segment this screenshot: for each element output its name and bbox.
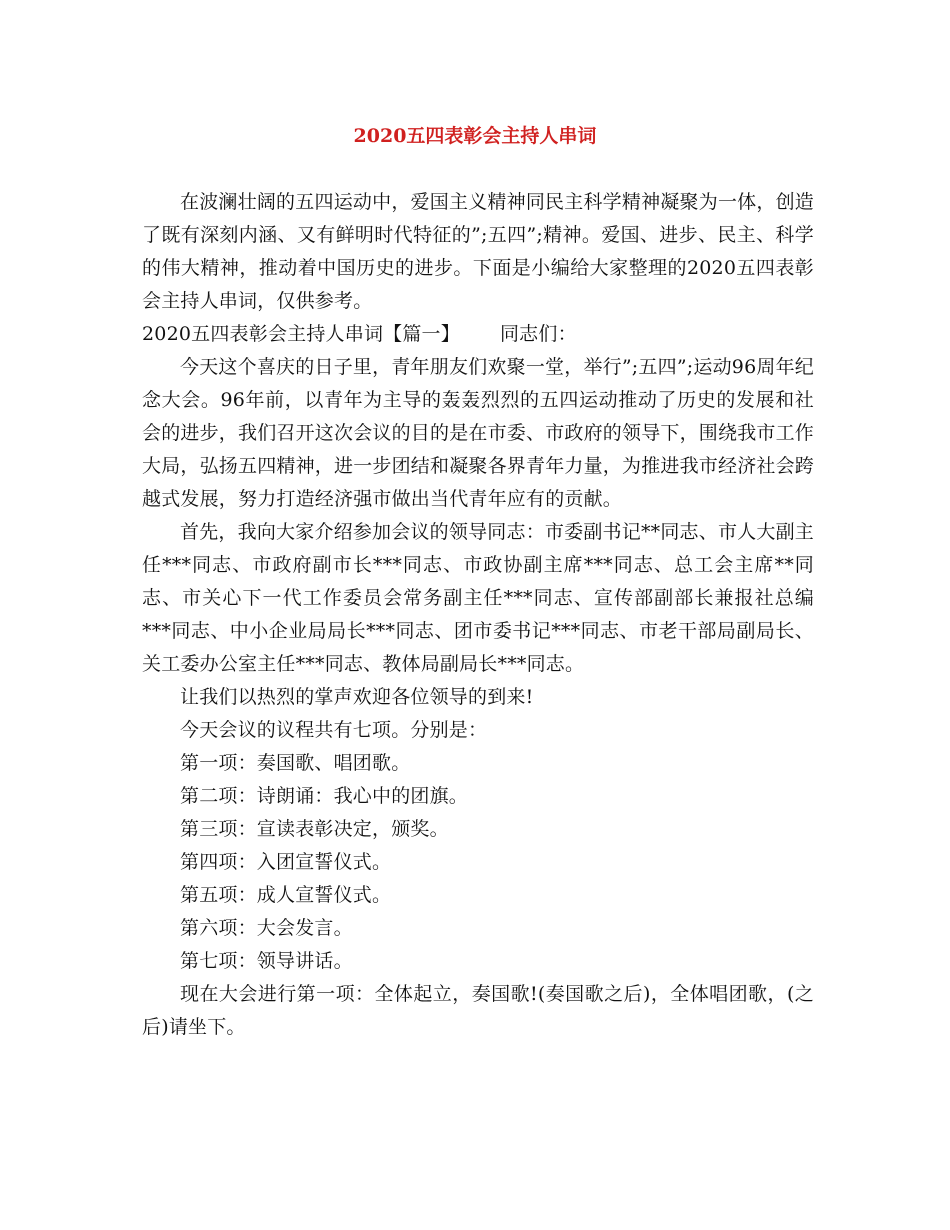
greeting: 同志们： <box>499 323 577 345</box>
body-paragraph: 现在大会进行第一项：全体起立，奏国歌!(奏国歌之后)，全体唱团歌，(之后)请坐下。 <box>142 983 814 1038</box>
document-body <box>142 186 814 1044</box>
agenda-item: 第一项：奏国歌、唱团歌。 <box>180 752 411 774</box>
agenda-item: 第二项：诗朗诵：我心中的团旗。 <box>180 785 469 807</box>
agenda-item: 第五项：成人宣誓仪式。 <box>180 884 392 906</box>
section-heading-line <box>142 318 814 351</box>
agenda-item: 第七项：领导讲话。 <box>180 950 353 972</box>
agenda-item: 第四项：入团宣誓仪式。 <box>180 851 392 873</box>
body-paragraph: 今天会议的议程共有七项。分别是： <box>180 719 488 741</box>
section-heading: 2020五四表彰会主持人串词【篇一】 <box>142 323 460 345</box>
agenda-item: 第三项：宣读表彰决定，颁奖。 <box>180 818 449 840</box>
document-title: 2020五四表彰会主持人串词 <box>353 125 597 147</box>
body-paragraph: 今天这个喜庆的日子里，青年朋友们欢聚一堂，举行”;五四”;运动96周年纪念大会。96年前，以青年为主导的轰轰烈烈的五四运动推动了历史的发展和社会的进步，我们召开这次会议的目的是在市委、市政府的领导下，围绕我市工作大局，弘扬五四精神，进一步团结和凝聚各界青年力量，为推进我市经济社会跨越式发展，努力打造经济强市做出当代青年应有的贡献。 <box>142 356 815 510</box>
body-paragraph: 首先，我向大家介绍参加会议的领导同志：市委副书记**同志、市人大副主任***同志、市政府副市长***同志、市政协副主席***同志、总工会主席**同志、市关心下一代工作委员会常务副主任***同志、宣传部副部长兼报社总编***同志、中小企业局局长***同志、团市委书记***同志、市老干部局副局长、关工委办公室主任***同志、教体局副局长***同志。 <box>142 521 814 675</box>
body-paragraph: 让我们以热烈的掌声欢迎各位领导的到来! <box>180 686 534 708</box>
intro-paragraph: 在波澜壮阔的五四运动中，爱国主义精神同民主科学精神凝聚为一体，创造了既有深刻内涵、又有鲜明时代特征的”;五四”;精神。爱国、进步、民主、科学的伟大精神，推动着中国历史的进步。下面是小编给大家整理的2020五四表彰会主持人串词，仅供参考。 <box>142 191 814 312</box>
agenda-item: 第六项：大会发言。 <box>180 917 353 939</box>
